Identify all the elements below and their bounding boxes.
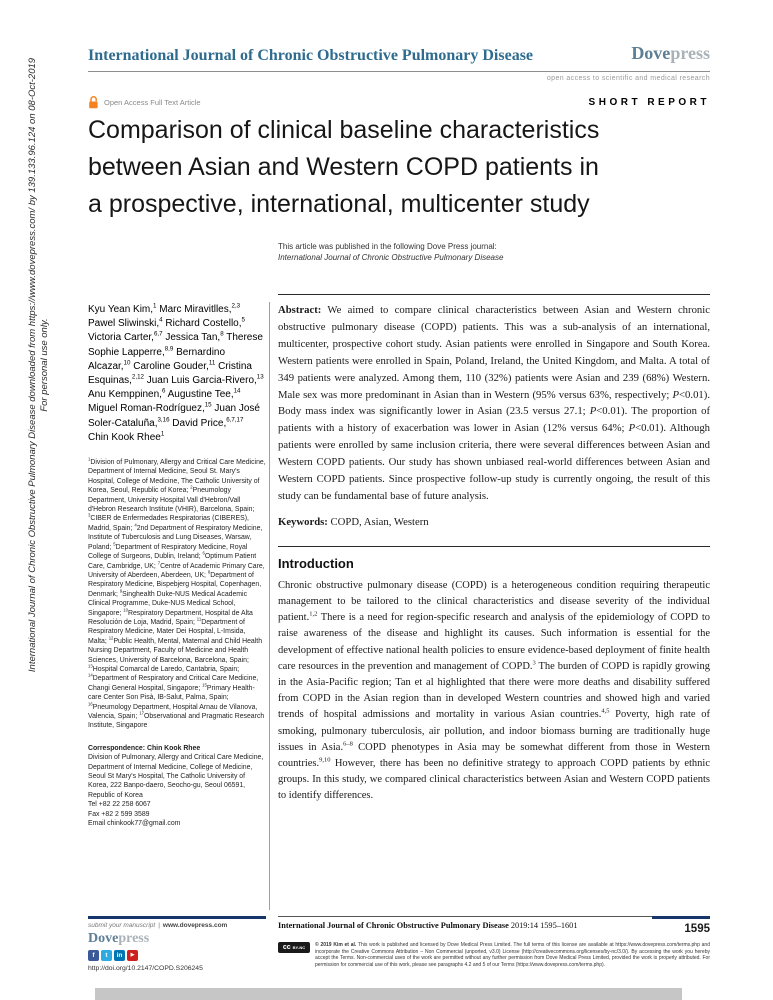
footer-right-block	[278, 916, 710, 968]
correspondence-label: Correspondence: Chin Kook Rhee	[88, 744, 201, 752]
download-stamp-line1: International Journal of Chronic Obstructive Pulmonary Disease downloaded from https://www.dovepress.com/ by 139.133.96.124 on 08-Oct-2019	[27, 57, 38, 673]
abstract-top-rule	[278, 294, 710, 295]
dovepress-url-link[interactable]: www.dovepress.com	[162, 921, 228, 929]
logo-tagline: open access to scientific and medical research	[546, 75, 710, 82]
open-access-lock-icon	[88, 96, 99, 109]
submit-separator: |	[158, 921, 160, 929]
footer-logo-press-text: press	[118, 930, 150, 946]
published-note-line1: This article was published in the following Dove Press journal:	[278, 242, 497, 251]
footer-left-block	[88, 916, 266, 972]
linkedin-icon[interactable]: in	[114, 950, 125, 961]
page-content	[88, 0, 710, 1000]
submit-line	[88, 922, 266, 929]
header-rule	[88, 71, 710, 72]
twitter-icon[interactable]: t	[101, 950, 112, 961]
submit-manuscript-label: submit your manuscript	[88, 921, 156, 929]
copyright-text: © 2019 Kim et al. This work is published and licensed by Dove Medical Press Limited. The full terms of this license are available at https://www.dovepress.com/terms.php and incorporate the Creative Commons Attribution – Non Commercial (unported, v3.0) License (http://creativecommons.org/licenses/by-nc/3.0/). By accessing the work you hereby accept the Terms. Non-commercial uses of the work are permitted without any further permission from Dove Medical Press Limited, provided the work is properly attributed. For permission for commercial use of this work, please see paragraphs 4.2 and 5 of our Terms (https://www.dovepress.com/terms.php).	[315, 942, 710, 968]
article-type-label: SHORT REPORT	[588, 97, 710, 108]
download-stamp	[27, 5, 53, 725]
author-column	[88, 303, 266, 828]
main-column	[278, 302, 710, 805]
dovepress-footer-logo	[88, 931, 266, 947]
download-stamp-line2: For personal use only.	[39, 318, 50, 412]
introduction-heading: Introduction	[278, 555, 354, 571]
article-title-line1: Comparison of clinical baseline characteristics	[88, 116, 600, 144]
correspondence-email-link[interactable]: Email chinkook77@gmail.com	[88, 820, 181, 828]
cc-icon-text: cc	[282, 944, 291, 951]
article-title-line2: between Asian and Western COPD patients in	[88, 153, 599, 181]
introduction-paragraph: Chronic obstructive pulmonary disease (COPD) is a heterogeneous condition requiring therapeutic management to be tailored to the clinical characteristics and disease severity of the individual patient.$^{1,2}$ There is a need for region-specific research and analysis of the epidemiology of COPD to raise awareness of the disease and highlight its causes. Such information is essential for the development of effective national health policies to ensure evidence-based deployment of finite health care resources in the prevention and management of COPD.$^3$ The burden of COPD is rapidly growing in the Asia-Pacific region; Tan et al highlighted that there were more deaths and disability suffered from COPD in the Asian region than in developed Western countries and showed high and varied trends of hospital admissions and mortality in various Asian countries.$^{4,5}$ Poverty, high rate of smoking, pulmonary tuberculosis, air pollution, and indoor biomass burning are traditionally huge issues in Asia.$^{6-8}$ COPD phenotypes in Asia may be somewhat different from those in Western countries.$^{9,10}$ However, there has been no definitive strategy to approach COPD patients by ethnic groups. In this study, we compared clinical characteristics between Asian and Western COPD patients to identify differences.	[278, 579, 710, 802]
correspondence-address: Division of Pulmonary, Allergy and Critical Care Medicine, Department of Internal Medicine, College of Medicine, Seoul St Mary's Hospital, The Catholic University of Korea, 222 Banpo-daero, Seocho-gu, Seoul 06591, Republic of Korea	[88, 754, 264, 799]
doi-link[interactable]: http://doi.org/10.2147/COPD.S206245	[88, 964, 203, 972]
open-access-label: Open Access Full Text Article	[104, 98, 201, 107]
correspondence-block	[88, 744, 266, 829]
page-number: 1595	[684, 923, 710, 935]
social-icons-row	[88, 950, 266, 961]
dovepress-logo	[631, 43, 710, 64]
citation-row	[278, 916, 710, 935]
citation-detail: 2019:14 1595–1601	[510, 921, 578, 930]
citation-journal: International Journal of Chronic Obstructive Pulmonary Disease	[278, 921, 509, 930]
published-note-journal: International Journal of Chronic Obstructive Pulmonary Disease	[278, 253, 504, 262]
affiliations: $^1$Division of Pulmonary, Allergy and Critical Care Medicine, Department of Internal Medicine, Seoul St. Mary's Hospital, College of Medicine, The Catholic University of Korea, Seoul, Republic of Korea; $^2$Pneumology Department, University Hospital Vall d'Hebron/Vall d'Hebron Research Institute (VHIR), Barcelona, Spain; $^3$CIBER de Enfermedades Respiratorias (CIBERES), Madrid, Spain; $^4$2nd Department of Respiratory Medicine, Institute of Tuberculosis and Lung Diseases, Warsaw, Poland; $^5$Department of Respiratory Medicine, Royal College of Surgeons, Dublin, Ireland; $^6$Optimum Patient Care, Cambridge, UK; $^7$Centre of Academic Primary Care, University of Aberdeen, Aberdeen, UK; $^8$Department of Respiratory Medicine, Bispebjerg Hospital, Copenhagen, Denmark; $^9$Singhealth Duke-NUS Medical Academic Clinical Programme, Duke-NUS Medical School, Singapore; $^{10}$Respiratory Department, Hospital de Alta Resolución de Loja, Madrid, Spain; $^{11}$Department of Respiratory Medicine, Mater Dei Hospital, L-Imsida, Malta; $^{12}$Public Health, Mental, Maternal and Child Health Nursing Department, Faculty of Medicine and Health Sciences, University of Barcelona, Barcelona, Spain; $^{13}$Hospital Comarcal de Laredo, Cantabria, Spain; $^{14}$Department of Respiratory and Critical Care Medicine, Changi General Hospital, Singapore; $^{15}$Primary Health-care Center Son Pisà, IB-Salut, Palma, Spain; $^{16}$Pneumology Department, Hospital Arnau de Vilanova, Valencia, Spain; $^{17}$Observational and Pragmatic Research Institute, Singapore	[88, 456, 266, 730]
cc-by-nc-text: BY-NC	[292, 945, 306, 950]
introduction-rule	[278, 546, 710, 547]
citation-text	[278, 921, 628, 930]
youtube-icon[interactable]: ▶	[127, 950, 138, 961]
page-edge-shadow	[95, 988, 682, 1000]
page-number-block	[684, 921, 710, 935]
open-access-row	[88, 96, 710, 109]
page-number-rule	[652, 916, 710, 919]
journal-title: International Journal of Chronic Obstructive Pulmonary Disease	[88, 47, 534, 64]
abstract-paragraph: Abstract: We aimed to compare clinical characteristics between Asian and Western chronic obstructive pulmonary disease (COPD) patients. This was a sub-analysis of an international, multicenter, prospective cohort study. Asian patients were enrolled in Singapore and South Korea. Western patients were enrolled in Spain, Poland, Ireland, the United Kingdom, and Malta. A total of 349 patients were analyzed. Among them, 110 (32%) patients were Asian and 239 (68%) Western. Male sex was more predominant in Asian than in Western (95% versus 63%, respectively; P<0.01). Body mass index was significantly lower in Asian (23.5 versus 27.1; P<0.01). The proportion of patients with a history of exacerbation was lower in Asian (12% versus 64%; P<0.01). Although patients were enrolled by same inclusion criteria, there were several differences between Asian and Western COPD patients. Our study has shown unbiased real-world differences between Asian and Western COPD patients. Since prospective follow-up study is currently ongoing, the result of this study can be fundamental base of future analysis.	[278, 304, 711, 502]
license-row	[278, 942, 710, 968]
facebook-icon[interactable]: f	[88, 950, 99, 961]
author-list: Kyu Yean Kim,$^1$ Marc Miravitlles,$^{2,3}$ Pawel Sliwinski,$^4$ Richard Costello,$^5$ Victoria Carter,$^{6,7}$ Jessica Tan,$^8$ Therese Sophie Lapperre,$^{8,9}$ Bernardino Alcazar,$^{10}$ Caroline Gouder,$^{11}$ Cristina Esquinas,$^{2,12}$ Juan Luis Garcia-Rivero,$^{13}$ Anu Kemppinen,$^6$ Augustine Tee,$^{14}$ Miguel Roman-Rodríguez,$^{15}$ Juan José Soler-Cataluña,$^{3,16}$ David Price,$^{6,7,17}$ Chin Kook Rhee$^1$	[88, 302, 264, 443]
published-note	[278, 241, 503, 263]
article-title-line3: a prospective, international, multicenter study	[88, 190, 590, 218]
correspondence-tel: Tel +82 22 258 6067	[88, 801, 151, 809]
footer-left-rule	[88, 916, 266, 919]
logo-press-text: press	[670, 43, 710, 63]
column-divider	[269, 302, 270, 910]
keywords-line: Keywords: COPD, Asian, Western	[278, 515, 429, 528]
logo-dove-text: Dove	[631, 43, 671, 63]
footer-logo-dove-text: Dove	[88, 930, 119, 946]
correspondence-fax: Fax +82 2 599 3589	[88, 810, 150, 818]
cc-license-icon	[278, 942, 310, 953]
article-title	[88, 112, 710, 223]
